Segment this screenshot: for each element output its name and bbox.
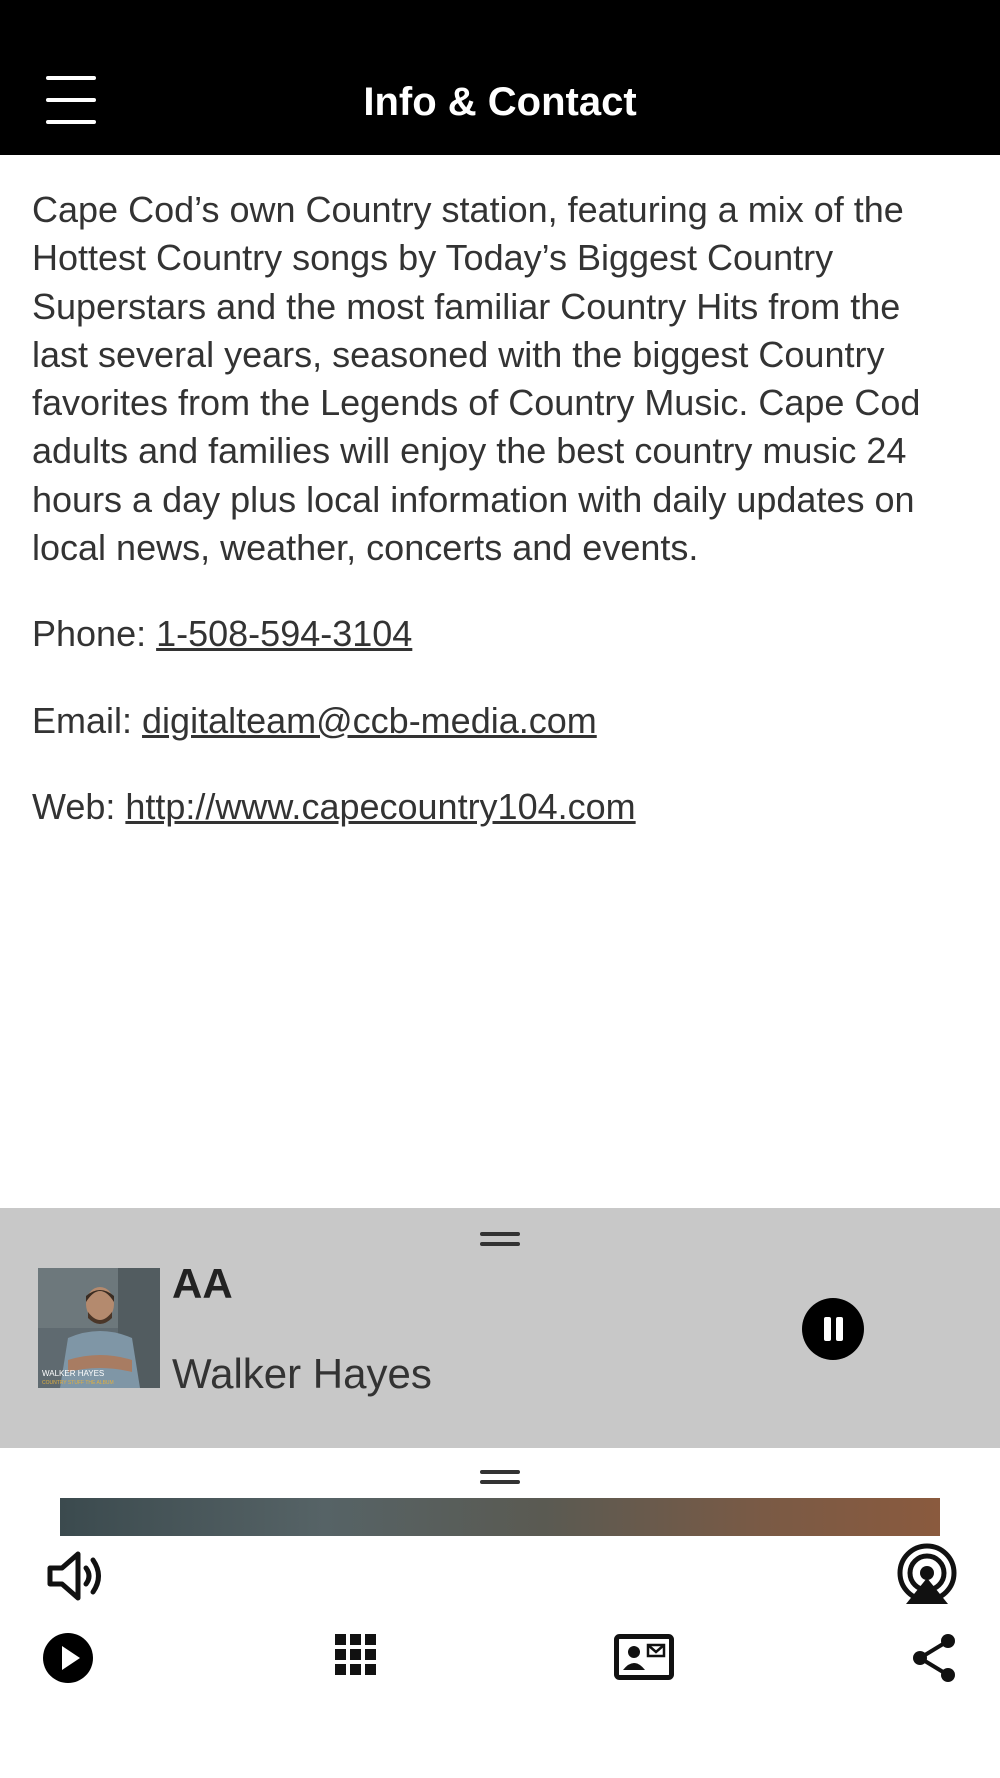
svg-text:COUNTRY STUFF THE ALBUM: COUNTRY STUFF THE ALBUM bbox=[42, 1380, 114, 1386]
info-content bbox=[32, 186, 962, 831]
station-description: Cape Cod’s own Country station, featuring a mix of the Hottest Country songs by Today’s Biggest Country Superstars and the most familiar Country Hits from the last several years, seasoned with the biggest Country favorites from the Legends of Country Music. Cape Cod adults and families will enjoy the best country music 24 hours a day plus local information with daily updates on local news, weather, concerts and events. bbox=[32, 189, 921, 569]
mini-player bbox=[0, 1208, 1000, 1448]
email-label: Email: bbox=[32, 699, 143, 741]
contact-card-icon[interactable] bbox=[614, 1634, 674, 1680]
expanded-player-panel bbox=[0, 1448, 1000, 1778]
airplay-icon[interactable] bbox=[896, 1542, 958, 1604]
drag-handle-icon[interactable] bbox=[480, 1232, 520, 1248]
web-label: Web: bbox=[32, 785, 126, 827]
phone-line bbox=[32, 610, 962, 658]
svg-text:WALKER HAYES: WALKER HAYES bbox=[42, 1369, 105, 1378]
grid-icon[interactable] bbox=[335, 1634, 377, 1676]
phone-label: Phone: bbox=[32, 613, 157, 655]
album-art-preview bbox=[60, 1498, 940, 1536]
web-link[interactable]: http://www.capecountry104.com bbox=[125, 785, 636, 827]
email-link[interactable]: digitalteam@ccb-media.com bbox=[142, 699, 597, 741]
email-line bbox=[32, 697, 962, 745]
share-icon[interactable] bbox=[910, 1632, 958, 1684]
drag-handle-icon[interactable] bbox=[480, 1470, 520, 1486]
album-art bbox=[38, 1268, 160, 1388]
pause-icon[interactable] bbox=[802, 1298, 864, 1360]
track-artist: Walker Hayes bbox=[172, 1350, 432, 1397]
track-title: AA bbox=[172, 1260, 233, 1307]
page-title: Info & Contact bbox=[363, 80, 637, 124]
play-icon[interactable] bbox=[42, 1632, 94, 1684]
phone-link[interactable]: 1-508-594-3104 bbox=[156, 613, 413, 655]
web-line bbox=[32, 783, 962, 831]
volume-icon[interactable] bbox=[44, 1544, 108, 1608]
app-header bbox=[0, 0, 1000, 155]
